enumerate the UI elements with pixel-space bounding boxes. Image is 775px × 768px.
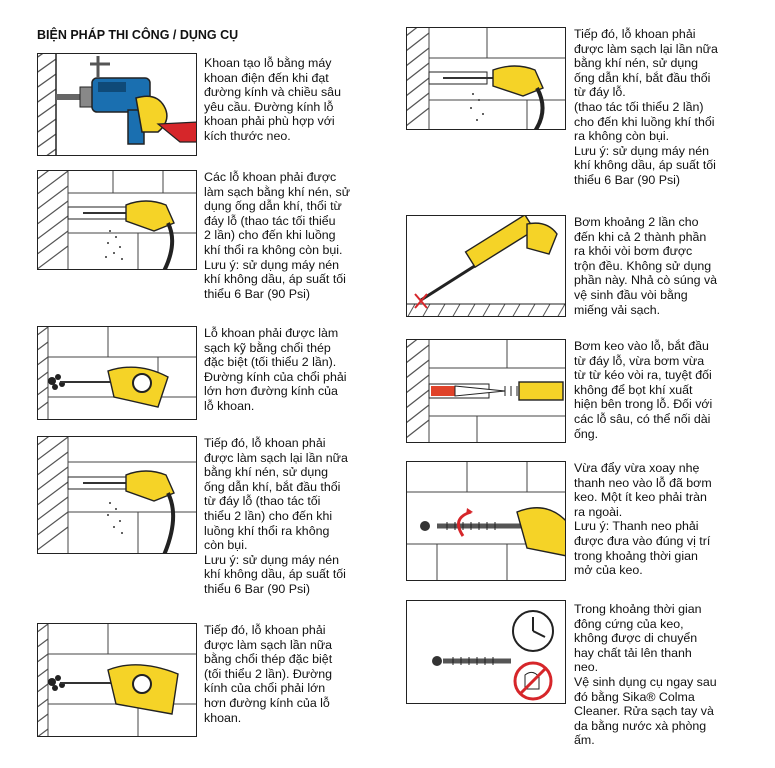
air-blower-icon [406,27,566,130]
drill-icon [37,53,197,156]
wire-brush-icon [37,623,197,737]
step-4-text: Tiếp đó, lỗ khoan phải được làm sạch lại lần nữa bằng khí nén, sử dụng ống dẫn khí, bắt đầu thổi từ đáy lỗ (thao tác tối thiểu 2 lần) cho đến khi luồng khí thổi ra không còn bụi. Lưu ý: sử dụng máy nén khí không dầu, áp suất tối thiểu 6 Bar (90 Psi) [204,436,348,596]
step-8 [406,339,746,454]
step-2 [37,170,367,320]
wire-brush-icon [37,326,197,420]
step-5 [37,623,367,741]
step-9 [406,461,746,596]
inject-icon [406,339,566,443]
step-7 [406,215,746,330]
step-5-text: Tiếp đó, lỗ khoan phải được làm sạch lần nữa bằng chổi thép đặc biệt (tối thiểu 2 lần). Đường kính của chổi phải lớn hơn đường kính của lỗ khoan. [204,623,333,725]
step-6 [406,27,746,207]
step-8-text: Bơm keo vào lỗ, bắt đầu từ đáy lỗ, vừa bơm vừa từ từ kéo vòi ra, tuyệt đối không để bọt khí xuất hiện bên trong lỗ. Đối với các lỗ sâu, có thể nối dài ống. [574,339,713,441]
step-3 [37,326,367,426]
step-3-text: Lỗ khoan phải được làm sạch kỹ bằng chổi thép đặc biệt (tối thiểu 2 lần). Đường kính của chổi phải lớn hơn đường kính của lỗ khoan. [204,326,347,413]
page-title: BIỆN PHÁP THI CÔNG / DỤNG CỤ [37,28,239,42]
step-1-text: Khoan tạo lỗ bằng máy khoan điện đến khi đạt đường kính và chiều sâu yêu cầu. Đường kính lỗ khoan phải phù hợp với kích thước neo. [204,56,341,143]
step-1 [37,53,367,163]
air-blower-icon [37,170,197,270]
clock-icon [406,600,566,704]
step-6-text: Tiếp đó, lỗ khoan phải được làm sạch lại lần nữa bằng khí nén, sử dụng ống dẫn khí, bắt đầu thổi từ đáy lỗ. (thao tác tối thiểu 2 lần) cho đến khi luồng khí thổi ra không còn bụi. Lưu ý: sử dụng máy nén khí không dầu, áp suất tối thiểu 6 Bar (90 Psi) [574,27,718,187]
caulking-gun-icon [406,215,566,317]
step-10-text: Trong khoảng thời gian đông cứng của keo, không được di chuyển hay chất tải lên thanh neo. Vệ sinh dụng cụ ngay sau đó bằng Sika® Colma Cleaner. Rửa sạch tay và da bằng nước xà phòng ấm. [574,602,717,748]
step-10 [406,600,746,768]
anchor-insert-icon [406,461,566,581]
step-9-text: Vừa đẩy vừa xoay nhẹ thanh neo vào lỗ đã bơm keo. Một ít keo phải tràn ra ngoài. Lưu ý: Thanh neo phải được đưa vào đúng vị trí trong khoảng thời gian mở của keo. [574,461,712,578]
step-2-text: Các lỗ khoan phải được làm sạch bằng khí nén, sử dụng ống dẫn khí, thổi từ đáy lỗ (thao tác tối thiểu 2 lần) cho đến khi luồng khí thổi ra không còn bụi. Lưu ý: sử dụng máy nén khí không dầu, áp suất tối thiểu 6 Bar (90 Psi) [204,170,351,301]
step-7-text: Bơm khoảng 2 lần cho đến khi cả 2 thành phần ra khỏi vòi bơm được trộn đều. Không sử dụng phần này. Nhả cò súng và vệ sinh đầu vòi bằng miếng vải sạch. [574,215,718,317]
air-blower-icon [37,436,197,554]
step-4 [37,436,367,616]
